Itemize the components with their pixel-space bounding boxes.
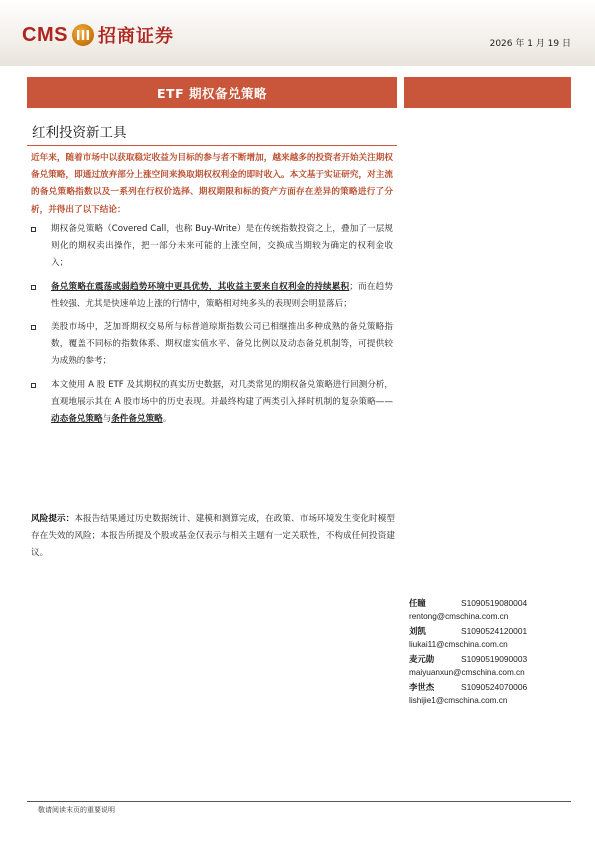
analyst-entry	[409, 624, 579, 652]
analyst-list	[409, 596, 579, 708]
square-bullet-icon	[31, 383, 36, 388]
square-bullet-icon	[31, 227, 36, 232]
logo-latin-text: CMS	[22, 23, 68, 46]
square-bullet-icon	[31, 285, 36, 290]
analyst-email[interactable]: liukai11@cmschina.com.cn	[409, 640, 508, 649]
report-title: ETF 期权备兑策略	[157, 85, 267, 101]
summary-paragraph: 近年来，随着市场中以获取稳定收益为目标的参与者不断增加，越来越多的投资者开始关注期权备兑策略，即通过放弃部分上涨空间来换取期权权利金的即时收入。本文基于实证研究，对主流的备兑策略指数以及一系列在行权价选择、期权期限和标的资产方面存在差异的策略进行了分析，并得出了以下结论：	[31, 153, 393, 215]
analyst-email[interactable]: lishijie1@cmschina.com.cn	[409, 696, 508, 705]
subtitle-divider	[27, 145, 397, 146]
emphasis-text: 动态备兑策略	[51, 414, 103, 425]
list-item: 本文使用 A 股 ETF 及其期权的真实历史数据，对几类常见的期权备兑策略进行回测分析，直观地展示其在 A 股市场中的历史表现。并最终构建了两类引入择时机制的复杂策略——动态备兑策略与条件备兑策略。	[31, 377, 393, 429]
list-item: 期权备兑策略（Covered Call，也称 Buy-Write）是在传统指数投资之上，叠加了一层规则化的期权卖出操作，把一部分未来可能的上涨空间，交换成当期较为确定的权利金收入；	[31, 221, 393, 273]
square-bullet-icon	[31, 325, 36, 330]
analyst-id: S1090519080004	[461, 598, 528, 608]
analyst-id: S1090519090003	[461, 654, 528, 664]
logo-emblem-icon	[72, 24, 94, 46]
analyst-name: 李世杰	[409, 682, 435, 692]
footer-disclaimer: 敬请阅读末页的重要说明	[38, 806, 115, 814]
risk-text: 本报告结果通过历史数据统计、建模和测算完成，在政策、市场环境发生变化时模型存在失效的风险；本报告所提及个股或基金仅表示与相关主题有一定关联性，不构成任何投资建议。	[31, 514, 395, 559]
analyst-name: 刘凯	[409, 626, 426, 636]
footer-divider	[27, 801, 571, 802]
company-logo	[22, 20, 174, 50]
risk-label: 风险提示：	[31, 514, 75, 524]
analyst-name: 麦元勋	[409, 654, 435, 664]
report-date: 2026 年 1 月 19 日	[489, 39, 571, 49]
analyst-entry	[409, 680, 579, 708]
report-title-bar	[27, 77, 397, 108]
analyst-name: 任瞳	[409, 598, 426, 608]
list-item: 美股市场中，芝加哥期权交易所与标普道琼斯指数公司已相继推出多种成熟的备兑策略指数，覆盖不同标的指数体系、期权虚实值水平、备兑比例以及动态备兑机制等，可提供较为成熟的参考；	[31, 319, 393, 371]
analyst-id: S1090524070006	[461, 682, 528, 692]
conclusion-list	[31, 221, 393, 434]
emphasis-text: 备兑策略在震荡或弱趋势环境中更具优势，其收益主要来自权利金的持续累积	[51, 281, 350, 292]
analyst-entry	[409, 596, 579, 624]
side-accent-bar	[404, 77, 571, 108]
analyst-id: S1090524120001	[461, 626, 528, 636]
logo-cn-text: 招商证券	[97, 26, 174, 47]
report-subtitle: 红利投资新工具	[32, 125, 127, 141]
risk-warning	[31, 511, 395, 563]
analyst-email[interactable]: maiyuanxun@cmschina.com.cn	[409, 668, 525, 677]
analyst-email[interactable]: rentong@cmschina.com.cn	[409, 612, 509, 621]
emphasis-text: 条件备兑策略	[111, 414, 163, 425]
analyst-entry	[409, 652, 579, 680]
list-item: 备兑策略在震荡或弱趋势环境中更具优势，其收益主要来自权利金的持续累积；而在趋势性较强、尤其是快速单边上涨的行情中，策略相对纯多头的表现则会明显落后；	[31, 279, 393, 313]
